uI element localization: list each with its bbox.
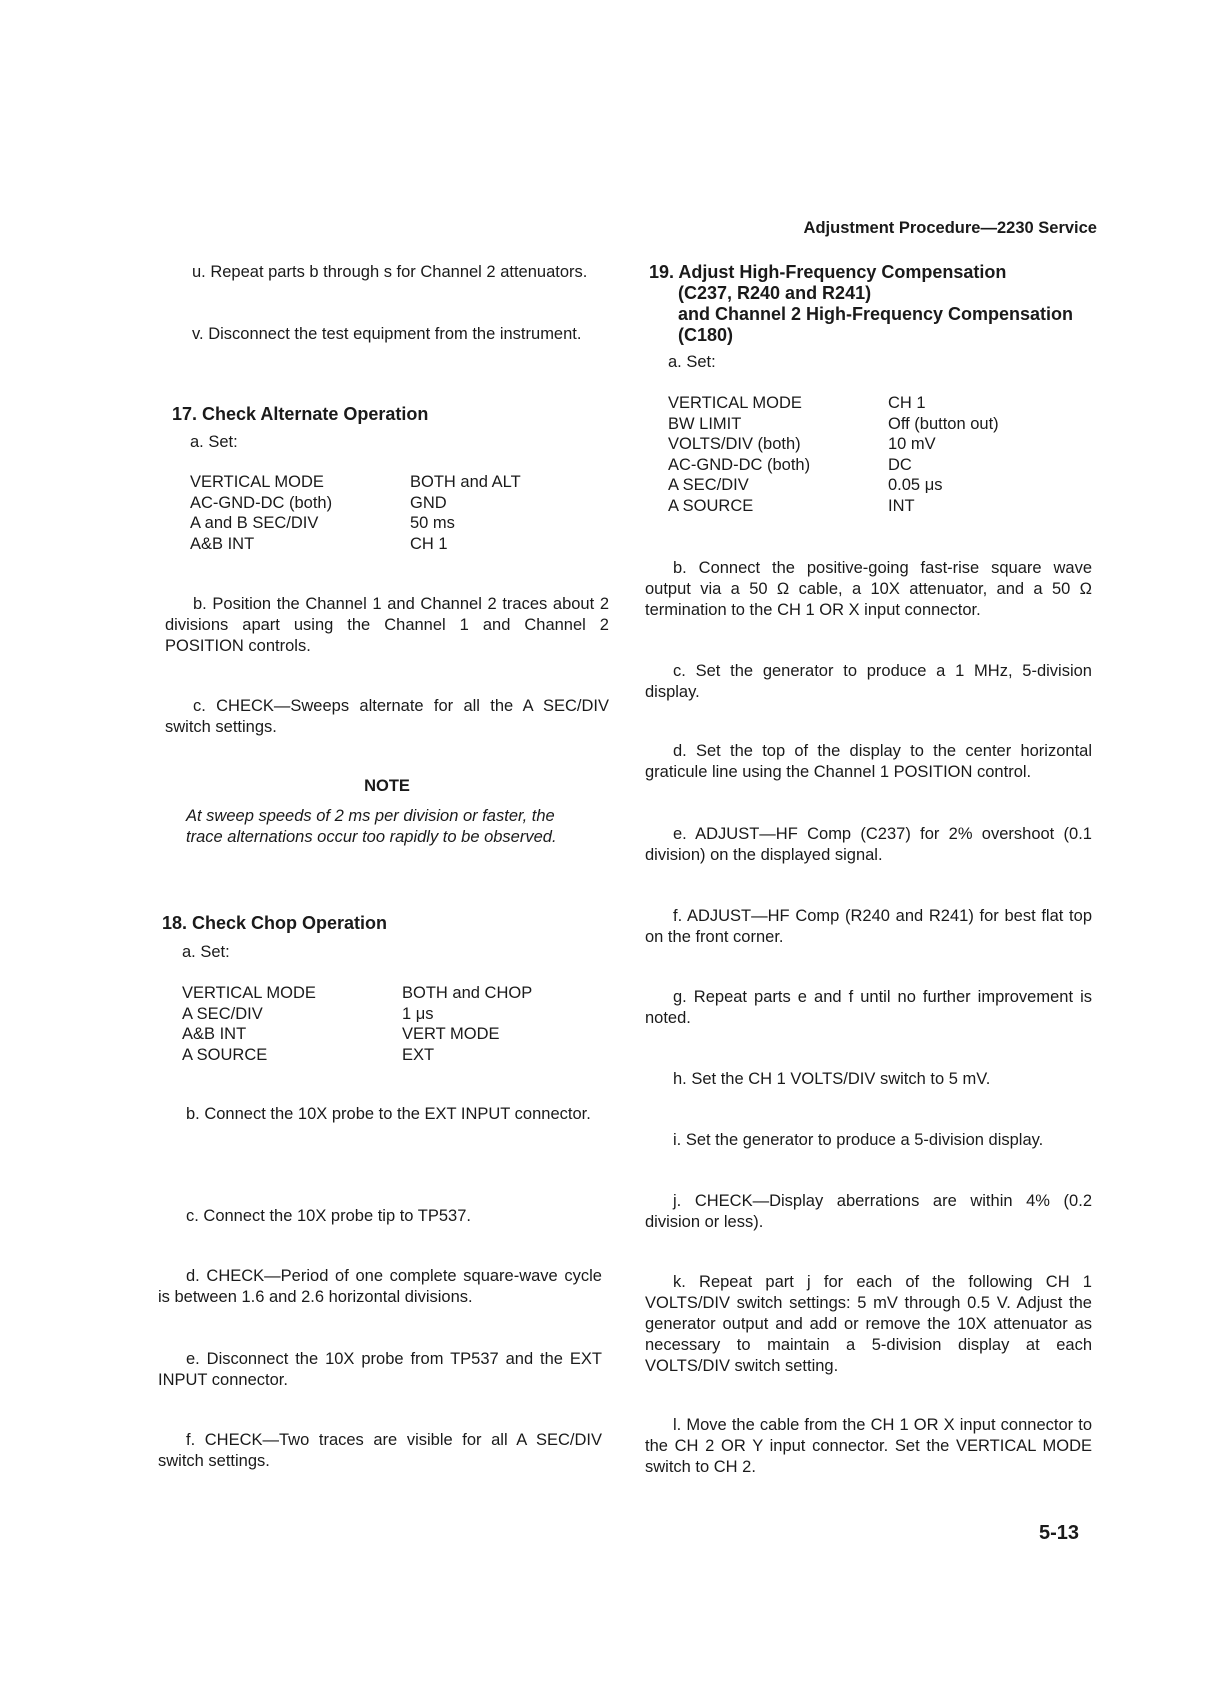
section-18-step-c: c. Connect the 10X probe tip to TP537.: [186, 1207, 471, 1225]
setting-value: CH 1: [410, 534, 448, 553]
section-19-title: [649, 262, 1089, 346]
section-19-step-a: a. Set:: [668, 353, 716, 371]
section-19-step-j: j. CHECK—Display aberrations are within 4% (0.2 division or less).: [645, 1192, 1092, 1231]
setting-name: A and B SEC/DIV: [190, 514, 319, 532]
section-19-step-l: l. Move the cable from the CH 1 OR X input connector to the CH 2 OR Y input connector. Set the VERTICAL MODE switch to CH 2.: [645, 1416, 1092, 1476]
section-19-step-h: h. Set the CH 1 VOLTS/DIV switch to 5 mV.: [673, 1070, 991, 1088]
setting-name: A SOURCE: [668, 496, 754, 515]
setting-name: A SEC/DIV: [668, 476, 749, 494]
section-18-title: 18. Check Chop Operation: [162, 913, 388, 933]
step-v: v. Disconnect the test equipment from the instrument.: [192, 325, 582, 343]
section-19-step-c: c. Set the generator to produce a 1 MHz, 5-division display.: [645, 662, 1092, 701]
section-18-step-b: b. Connect the 10X probe to the EXT INPUT connector.: [186, 1105, 591, 1123]
section-19-step-d: d. Set the top of the display to the center horizontal graticule line using the Channel 1 POSITION control.: [645, 742, 1092, 781]
section-19-step-f: f. ADJUST—HF Comp (R240 and R241) for best flat top on the front corner.: [645, 907, 1092, 946]
page-number: 5-13: [1038, 1522, 1079, 1544]
section-19-title-line1: 19. Adjust High-Frequency Compensation: [649, 262, 1007, 282]
setting-value: 50 ms: [410, 514, 455, 532]
setting-value: EXT: [402, 1045, 435, 1064]
setting-name: A SOURCE: [182, 1045, 268, 1064]
section-19-step-k: k. Repeat part j for each of the following CH 1 VOLTS/DIV switch settings: 5 mV through 0.5 V. Adjust the generator output and add or remove the 10X attenuator as necessary to maintain a 5-division display at each VOLTS/DIV switch setting.: [645, 1273, 1092, 1375]
section-17-settings-table: [190, 472, 521, 554]
section-19-title-line2: (C237, R240 and R241): [678, 283, 872, 303]
section-19-settings-table: [668, 393, 999, 516]
step-u: u. Repeat parts b through s for Channel 2 attenuators.: [192, 263, 588, 281]
section-19-step-g: g. Repeat parts e and f until no further improvement is noted.: [645, 988, 1092, 1027]
setting-value: INT: [888, 496, 915, 515]
setting-value: DC: [888, 455, 912, 474]
setting-name: AC-GND-DC (both): [190, 493, 333, 512]
running-header: Adjustment Procedure—2230 Service: [803, 219, 1097, 237]
setting-value: 10 mV: [888, 435, 936, 453]
section-18-step-e: e. Disconnect the 10X probe from TP537 and the EXT INPUT connector.: [158, 1350, 602, 1389]
setting-value: 0.05 μs: [888, 476, 943, 494]
note-body: At sweep speeds of 2 ms per division or faster, the trace alternations occur too rapidly to be observed.: [186, 807, 557, 846]
section-19-title-line4: (C180): [678, 325, 734, 345]
section-17-step-b: b. Position the Channel 1 and Channel 2 traces about 2 divisions apart using the Channel 1 and Channel 2 POSITION controls.: [165, 595, 609, 655]
section-18-settings-table: [182, 983, 532, 1065]
section-19-step-b: b. Connect the positive-going fast-rise square wave output via a 50 Ω cable, a 10X attenuator, and a 50 Ω termination to the CH 1 OR X input connector.: [645, 559, 1092, 619]
setting-name: VOLTS/DIV (both): [668, 435, 801, 453]
setting-value: GND: [410, 493, 447, 512]
note-title: NOTE: [364, 777, 410, 795]
section-17-title: 17. Check Alternate Operation: [172, 404, 429, 424]
setting-value: Off (button out): [888, 414, 999, 433]
setting-name: A&B INT: [182, 1025, 247, 1043]
section-19-title-line3: and Channel 2 High-Frequency Compensation: [678, 304, 1074, 324]
section-17-step-a: a. Set:: [190, 433, 238, 451]
section-18-step-d: d. CHECK—Period of one complete square-wave cycle is between 1.6 and 2.6 horizontal divisions.: [158, 1267, 602, 1306]
setting-name: VERTICAL MODE: [190, 473, 324, 491]
setting-name: A SEC/DIV: [182, 1004, 263, 1023]
setting-value: BOTH and CHOP: [402, 984, 533, 1002]
section-19-step-i: i. Set the generator to produce a 5-division display.: [673, 1131, 1044, 1149]
setting-name: VERTICAL MODE: [668, 394, 802, 412]
section-17-step-c: c. CHECK—Sweeps alternate for all the A SEC/DIV switch settings.: [165, 697, 609, 736]
setting-value: VERT MODE: [402, 1025, 500, 1043]
setting-value: 1 μs: [402, 1004, 434, 1023]
setting-value: CH 1: [888, 394, 926, 412]
section-18-step-f: f. CHECK—Two traces are visible for all A SEC/DIV switch settings.: [158, 1431, 602, 1470]
setting-name: BW LIMIT: [668, 414, 742, 433]
setting-name: AC-GND-DC (both): [668, 455, 811, 474]
setting-value: BOTH and ALT: [410, 473, 521, 491]
setting-name: A&B INT: [190, 534, 255, 553]
section-19-step-e: e. ADJUST—HF Comp (C237) for 2% overshoot (0.1 division) on the displayed signal.: [645, 825, 1092, 864]
setting-name: VERTICAL MODE: [182, 984, 316, 1002]
section-18-step-a: a. Set:: [182, 943, 230, 961]
